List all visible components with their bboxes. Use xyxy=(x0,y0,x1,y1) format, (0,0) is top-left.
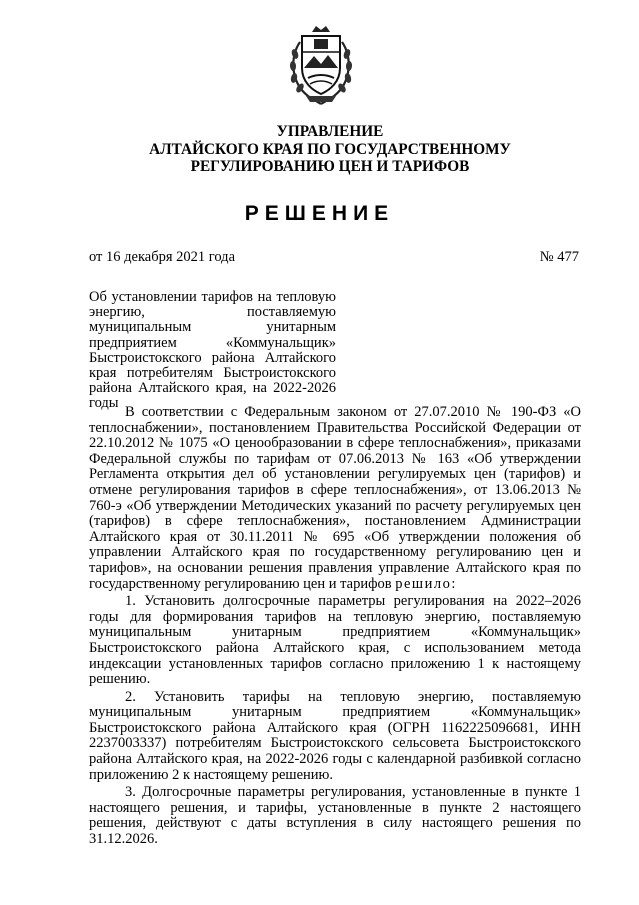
decides-word: решило: xyxy=(395,575,457,592)
date-number-line xyxy=(89,249,579,266)
document-date: от 16 декабря 2021 года xyxy=(89,249,235,265)
issuing-authority xyxy=(80,123,580,176)
decision-item: 2. Установить тарифы на тепловую энергию, поставляемую муниципальным унитарным предприятием «Коммунальщик» Быстроистокского района Алтайского края (ОГРН 1162225096681, ИНН 2237003337) потребителям Быстроистокского сельсовета Быстроистокского района Алтайского края, на 2022-2026 годы с календарной разбивкой согласно приложению 2 к настоящему решению. xyxy=(89,688,581,783)
preamble-text: В соответствии с Федеральным законом от 27.07.2010 № 190-ФЗ «О теплоснабжении», постановлением Правительства Российской Федерации от 22.10.2012 № 1075 «О ценообразовании в сфере теплоснабжения», приказами Федеральной службы по тарифам от 07.06.2013 № 163 «Об утверждении Регламента открытия дел об установлении регулируемых цен (тарифов) и отмене регулирования тарифов в сфере теплоснабжения», от 13.06.2013 № 760-э «Об утверждении Методических указаний по расчету регулируемых цен (тарифов) в сфере теплоснабжения», постановлением Администрации Алтайского края от 30.11.2011 № 695 «Об утверждении положения об управлении Алтайского края по государственному регулированию цен и тарифов», на основании решения правления управление Алтайского края по государственному регулированию цен и тарифов xyxy=(89,404,581,592)
decision-item: 3. Долгосрочные параметры регулирования, установленные в пункте 1 настоящего решения, и тарифы, установленные в пункте 2 настоящего решения, действуют с даты вступления в силу настоящего решения по 31.12.2026. xyxy=(89,784,581,848)
document-body xyxy=(89,405,581,848)
decision-item: 1. Установить долгосрочные параметры регулирования на 2022–2026 годы для формирования тарифов на тепловую энергию, поставляемую муниципальным унитарным предприятием «Коммунальщик» Быстроистокского района Алтайского края, с использованием метода индексации установленных тарифов согласно приложению 1 к настоящему решению. xyxy=(89,593,581,688)
coat-of-arms-emblem xyxy=(286,22,356,106)
authority-line: РЕГУЛИРОВАНИЮ ЦЕН И ТАРИФОВ xyxy=(190,158,470,175)
document-subject: Об установлении тарифов на тепловую энергию, поставляемую муниципальным унитарным предприятием «Коммунальщик» Быстроистокского района Алтайского края потребителям Быстроистокского района Алтайского края, на 2022-2026 годы xyxy=(89,289,336,412)
authority-line: УПРАВЛЕНИЕ xyxy=(276,123,384,140)
preamble-paragraph xyxy=(89,405,581,592)
authority-line: АЛТАЙСКОГО КРАЯ ПО ГОСУДАРСТВЕННОМУ xyxy=(149,140,511,158)
document-title: РЕШЕНИЕ xyxy=(244,202,395,225)
document-number: № 477 xyxy=(539,249,579,265)
